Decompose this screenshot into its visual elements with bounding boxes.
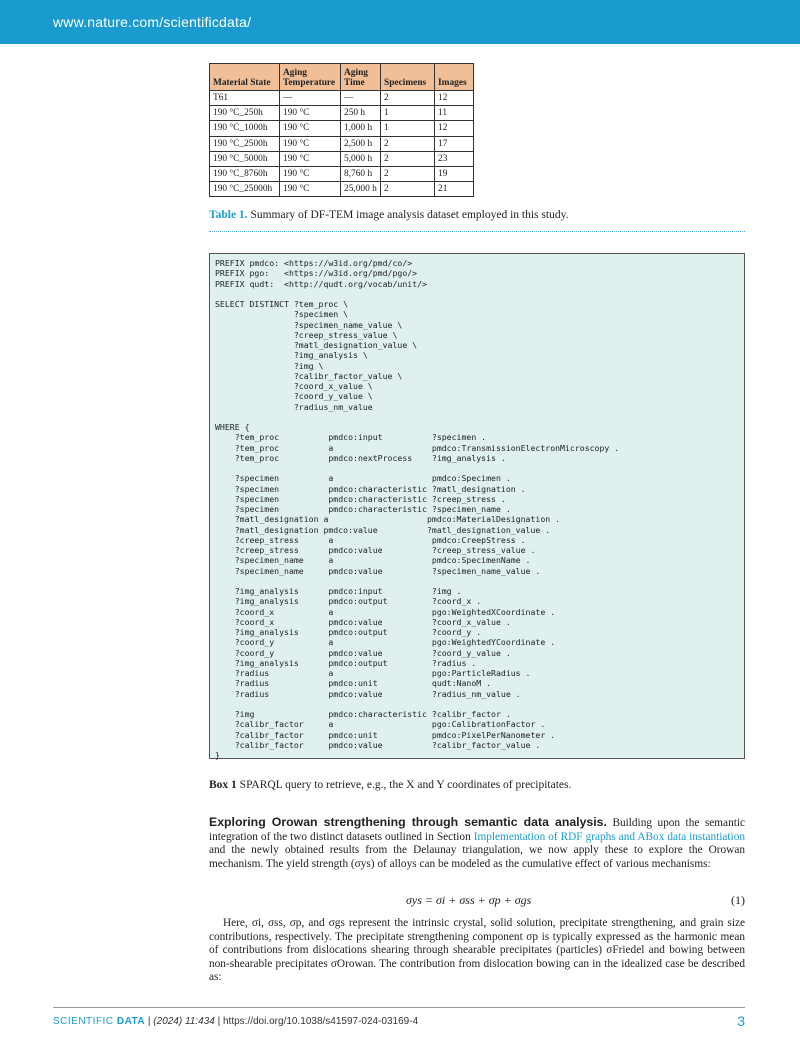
- journal-name: SCIENTIFIC DATA: [53, 1016, 146, 1027]
- table-row: [210, 121, 474, 136]
- box-caption-text: SPARQL query to retrieve, e.g., the X and Y coordinates of precipitates.: [236, 779, 572, 791]
- cell-aging-time: 5,000 h: [341, 151, 381, 166]
- cell-aging-temperature: 190 °C: [280, 121, 341, 136]
- section-paragraph-2: Here, σi, σss, σp, and σgs represent the intrinsic crystal, solid solution, precipitate strengthening, and grain size contributions, respectively. The precipitate strengthening component σp is typically expressed as the harmonic mean of contributions from dislocations shearing through shearable precipitates (particles) σFriedel and bowing between non-shearable precipitates σOrowan. The contribution from dislocation bowing can in the idealized case be described as:: [209, 917, 745, 984]
- section-link[interactable]: Implementation of RDF graphs and ABox data instantiation: [473, 830, 745, 843]
- col-images: Images: [435, 64, 474, 91]
- equation-1: [209, 893, 745, 909]
- cell-specimens: 2: [381, 151, 435, 166]
- table-row: [210, 151, 474, 166]
- table-row: [210, 166, 474, 181]
- table-row: [210, 182, 474, 197]
- cell-images: 19: [435, 166, 474, 181]
- cell-aging-time: 2,500 h: [341, 136, 381, 151]
- cell-aging-time: 8,760 h: [341, 166, 381, 181]
- cell-material-state: T61: [210, 91, 280, 106]
- cell-aging-temperature: 190 °C: [280, 182, 341, 197]
- paragraph-text-a: Building upon the semantic integration of the two distinct datasets outlined in Section: [209, 817, 746, 843]
- footer-doi[interactable]: | https://doi.org/10.1038/s41597-024-03169-4: [214, 1016, 419, 1027]
- cell-aging-temperature: —: [280, 91, 341, 106]
- col-material-state: Material State: [210, 64, 280, 91]
- page-footer: [53, 1016, 418, 1027]
- col-aging-time: Aging Time: [341, 64, 381, 91]
- cell-material-state: 190 °C_2500h: [210, 136, 280, 151]
- footer-separator: |: [145, 1016, 154, 1027]
- dataset-summary-table: [209, 63, 474, 197]
- col-aging-temperature: Aging Temperature: [280, 64, 341, 91]
- col-specimens: Specimens: [381, 64, 435, 91]
- cell-aging-temperature: 190 °C: [280, 106, 341, 121]
- box-caption-label: Box 1: [209, 779, 237, 791]
- table-caption-label: Table 1.: [209, 209, 248, 221]
- cell-aging-time: 25,000 h: [341, 182, 381, 197]
- cell-material-state: 190 °C_25000h: [210, 182, 280, 197]
- journal-header-bar: [0, 0, 800, 44]
- table-row: [210, 136, 474, 151]
- cell-material-state: 190 °C_5000h: [210, 151, 280, 166]
- cell-images: 12: [435, 121, 474, 136]
- box-caption: [209, 779, 571, 791]
- cell-specimens: 2: [381, 91, 435, 106]
- cell-images: 23: [435, 151, 474, 166]
- cell-specimens: 1: [381, 106, 435, 121]
- cell-images: 17: [435, 136, 474, 151]
- cell-images: 12: [435, 91, 474, 106]
- table-caption: [209, 209, 568, 221]
- table-row: [210, 91, 474, 106]
- cell-aging-time: 1,000 h: [341, 121, 381, 136]
- cell-images: 21: [435, 182, 474, 197]
- table-header-row: [210, 64, 474, 91]
- cell-material-state: 190 °C_250h: [210, 106, 280, 121]
- section-paragraph-1: [209, 816, 745, 871]
- cell-material-state: 190 °C_8760h: [210, 166, 280, 181]
- cell-specimens: 2: [381, 182, 435, 197]
- cell-aging-temperature: 190 °C: [280, 136, 341, 151]
- table-row: [210, 106, 474, 121]
- cell-aging-temperature: 190 °C: [280, 166, 341, 181]
- cell-material-state: 190 °C_1000h: [210, 121, 280, 136]
- sparql-query-code: PREFIX pmdco: <https://w3id.org/pmd/co/> PREFIX pgo: <https://w3id.org/pmd/pgo/> PREFIX qudt: <http://qudt.org/vocab/unit/> SELECT DISTINCT ?tem_proc \ ?specimen \ ?specimen_name_value \ ?creep_stress_value \ ?matl_designation_value \ ?img_analysis \ ?img \ ?calibr_factor_value \ ?coord_x_value \ ?coord_y_value \ ?radius_nm_value WHERE { ?tem_proc pmdco:input ?specimen . ?tem_proc a pmdco:TransmissionElectronMicroscopy . ?tem_proc pmdco:nextProcess ?img_analysis . ?specimen a pmdco:Specimen . ?specimen pmdco:characteristic ?matl_designation . ?specimen pmdco:characteristic ?creep_stress . ?specimen pmdco:characteristic ?specimen_name . ?matl_designation a pmdco:MaterialDesignation . ?matl_designation pmdco:value ?matl_designation_value . ?creep_stress a pmdco:CreepStress . ?creep_stress pmdco:value ?creep_stress_value . ?specimen_name a pmdco:SpecimenName . ?specimen_name pmdco:value ?specimen_name_value . ?img_analysis pmdco:input ?img . ?img_analysis pmdco:output ?coord_x . ?coord_x a pgo:WeightedXCoordinate . ?coord_x pmdco:value ?coord_x_value . ?img_analysis pmdco:output ?coord_y . ?coord_y a pgo:WeightedYCoordinate . ?coord_y pmdco:value ?coord_y_value . ?img_analysis pmdco:output ?radius . ?radius a pgo:ParticleRadius . ?radius pmdco:unit qudt:NanoM . ?radius pmdco:value ?radius_nm_value . ?img pmdco:characteristic ?calibr_factor . ?calibr_factor a pgo:CalibrationFactor . ?calibr_factor pmdco:unit pmdco:PixelPerNanometer . ?calibr_factor pmdco:value ?calibr_factor_value . }: [215, 258, 620, 760]
- cell-specimens: 2: [381, 136, 435, 151]
- cell-aging-time: 250 h: [341, 106, 381, 121]
- sparql-code-box: [209, 253, 745, 759]
- footer-citation: (2024) 11:434: [153, 1016, 215, 1027]
- paragraph-text-b: and the newly obtained results from the Delaunay triangulation, we now apply these to explore the Orowan mechanism. The yield strength (σys) of alloys can be modeled as the cumulative effect of various mechanisms:: [209, 844, 745, 870]
- equation-formula: σys = σi + σss + σp + σgs: [406, 893, 532, 907]
- table-caption-text: Summary of DF-TEM image analysis dataset employed in this study.: [247, 209, 569, 221]
- journal-url[interactable]: www.nature.com/scientificdata/: [53, 14, 252, 30]
- cell-specimens: 1: [381, 121, 435, 136]
- page-number: 3: [737, 1013, 745, 1029]
- cell-specimens: 2: [381, 166, 435, 181]
- section-divider: [209, 231, 745, 232]
- equation-number: (1): [731, 893, 745, 907]
- cell-aging-temperature: 190 °C: [280, 151, 341, 166]
- section-heading: Exploring Orowan strengthening through semantic data analysis.: [209, 815, 607, 829]
- cell-aging-time: —: [341, 91, 381, 106]
- cell-images: 11: [435, 106, 474, 121]
- footer-rule: [53, 1007, 745, 1008]
